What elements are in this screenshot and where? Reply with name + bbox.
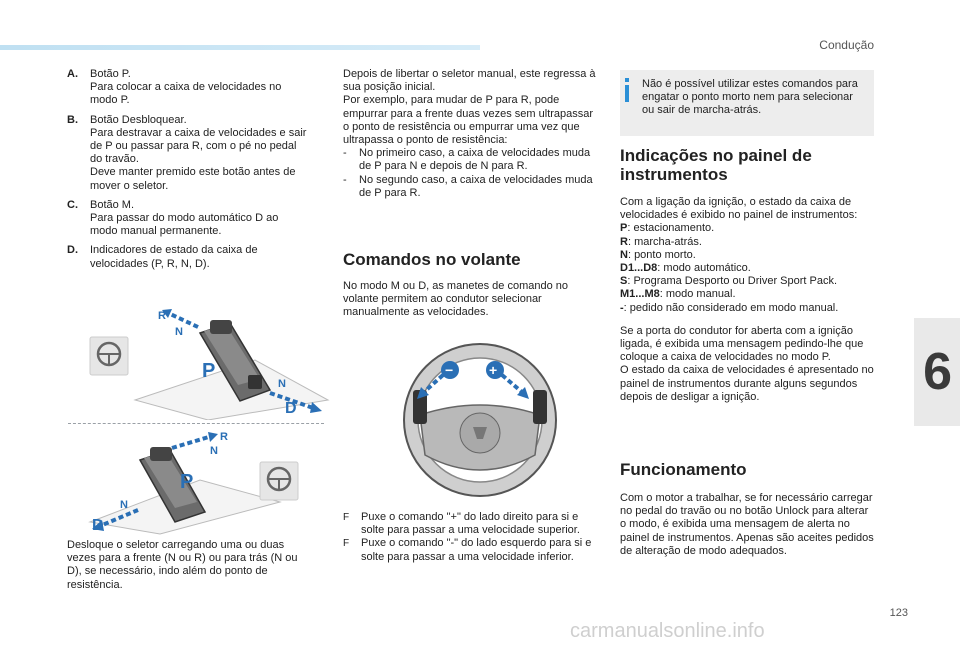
label-plus: + (489, 362, 498, 378)
state-value: : modo automático. (657, 262, 751, 275)
list-line: Deve manter premido este botão antes de mover o seletor. (90, 166, 296, 192)
arrow-item (343, 537, 593, 563)
paragraph: Depois de libertar o seletor manual, este regressa à sua posição inicial. (343, 68, 596, 94)
info-text: Não é possível utilizar estes comandos para engatar o ponto morto nem para selecionar ou sair de marcha-atrás. (642, 78, 858, 117)
dash-text: No segundo caso, a caixa de velocidades muda de P para R. (359, 173, 593, 199)
funcionamento-body (620, 492, 875, 558)
section-title: Condução (819, 38, 874, 52)
indicacoes-body (620, 196, 875, 404)
label-n: N (210, 445, 218, 457)
column-2 (343, 68, 601, 200)
watermark: carmanualsonline.info (570, 620, 765, 642)
label-n2: N (278, 378, 286, 390)
arrow-mark: F (343, 512, 350, 523)
arrow-item (343, 511, 593, 537)
state-key: - (620, 301, 624, 314)
heading-comandos-volante: Comandos no volante (343, 250, 521, 269)
state-value: : modo manual. (659, 288, 736, 301)
state-key: M1...M8 (620, 288, 660, 301)
paragraph: Por exemplo, para mudar de P para R, pode empurrar para a frente duas vezes sem ultrapassar o ponto de resistência ou empurrar uma vez que ultrapassa o ponto de resistência: (343, 94, 594, 147)
state-item (620, 262, 875, 275)
header-accent-bar (0, 45, 480, 50)
paragraph: No modo M ou D, as manetes de comando no volante permitem ao condutor selecionar manualmente as velocidades. (343, 280, 569, 319)
paragraph: Com o motor a trabalhar, se for necessário carregar no pedal do travão ou no botão Unlock para alterar o modo, é exibida uma mensagem de alerta no painel de instrumentos. Apenas são aceites pedidos de alteração de modo adequados. (620, 492, 874, 557)
list-line: Botão Desbloquear. (90, 113, 187, 126)
state-value: : pedido não considerado em modo manual. (623, 301, 839, 314)
label-d: D (285, 400, 297, 417)
list-item-a (67, 68, 307, 108)
state-item (620, 302, 875, 315)
dash-item (343, 147, 601, 173)
paragraph: Com a ligação da ignição, o estado da caixa de velocidades é exibido no painel de instrumentos: (620, 196, 858, 222)
chapter-number: 6 (923, 343, 952, 401)
comandos-paragraph (343, 280, 593, 320)
label-d: D (92, 517, 104, 534)
list-line: Para colocar a caixa de velocidades no modo P. (90, 81, 282, 107)
list-line: Indicadores de estado da caixa de velocidades (P, R, N, D). (90, 244, 258, 270)
column-1 (67, 68, 307, 277)
illustration-divider (68, 423, 324, 424)
heading-indicacoes: Indicações no painel de instrumentos (620, 146, 812, 184)
state-key: R (620, 235, 628, 248)
state-key: S (620, 275, 628, 288)
list-item-d (67, 244, 307, 270)
label-n: N (175, 326, 183, 338)
paddle-instructions (343, 511, 593, 564)
list-key: A. (67, 68, 78, 80)
label-p: P (202, 360, 216, 382)
steering-wheel-illustration (395, 335, 565, 500)
state-key: P (620, 222, 628, 235)
caption-text: Desloque o seletor carregando uma ou duas vezes para a frente (N ou R) ou para trás (N ou D), se necessário, indo além do ponto de resistência. (67, 539, 298, 591)
label-r: R (220, 431, 228, 443)
label-p: P (180, 471, 194, 493)
dash-mark: - (343, 173, 347, 186)
info-icon (622, 78, 632, 102)
state-value: : ponto morto. (627, 248, 696, 261)
arrow-mark: F (343, 538, 350, 550)
info-box (620, 70, 874, 136)
list-line: Botão M. (90, 198, 135, 211)
state-value: : Programa Desporto ou Driver Sport Pack. (627, 275, 838, 288)
paragraph: Se a porta do condutor for aberta com a ignição ligada, é exibida uma mensagem pedindo-lhe que coloque a caixa de velocidades no modo P. (620, 324, 864, 364)
list-item-b (67, 114, 307, 193)
selector-caption (67, 539, 312, 592)
list-line: Para passar do modo automático D ao modo manual permanente. (90, 212, 279, 238)
state-item (620, 236, 875, 249)
label-r: R (158, 310, 166, 322)
state-item (620, 222, 875, 235)
state-item (620, 249, 875, 262)
heading-funcionamento: Funcionamento (620, 460, 747, 479)
page-number: 123 (889, 607, 908, 619)
state-value: : marcha-atrás. (627, 235, 702, 248)
list-key: C. (67, 198, 78, 211)
label-minus: − (445, 362, 454, 378)
list-line: Botão P. (90, 68, 131, 80)
list-key: D. (67, 244, 78, 257)
arrow-text: Puxe o comando "+" do lado direito para si e solte para passar a uma velocidade superior. (361, 511, 580, 537)
list-key: B. (67, 113, 78, 126)
list-line: Para destravar a caixa de velocidades e sair de P ou passar para R, com o pé no pedal do travão. (90, 126, 307, 166)
state-key: N (620, 248, 628, 261)
state-item (620, 275, 875, 288)
label-n2: N (120, 499, 128, 511)
paragraph: O estado da caixa de velocidades é apresentado no painel de instrumentos durante alguns segundos depois de desligar a ignição. (620, 364, 874, 403)
gear-selector-forward-illustration (80, 305, 330, 420)
gear-selector-backward-illustration (80, 430, 330, 535)
dash-item (343, 174, 601, 200)
dash-mark: - (343, 147, 347, 160)
state-key: D1...D8 (620, 262, 658, 275)
state-item (620, 288, 875, 301)
dash-text: No primeiro caso, a caixa de velocidades muda de P para N e depois de N para R. (359, 147, 591, 173)
list-item-c (67, 199, 307, 239)
state-value: : estacionamento. (627, 222, 715, 235)
arrow-text: Puxe o comando "-" do lado esquerdo para si e solte para passar a uma velocidade inferior. (361, 537, 592, 563)
